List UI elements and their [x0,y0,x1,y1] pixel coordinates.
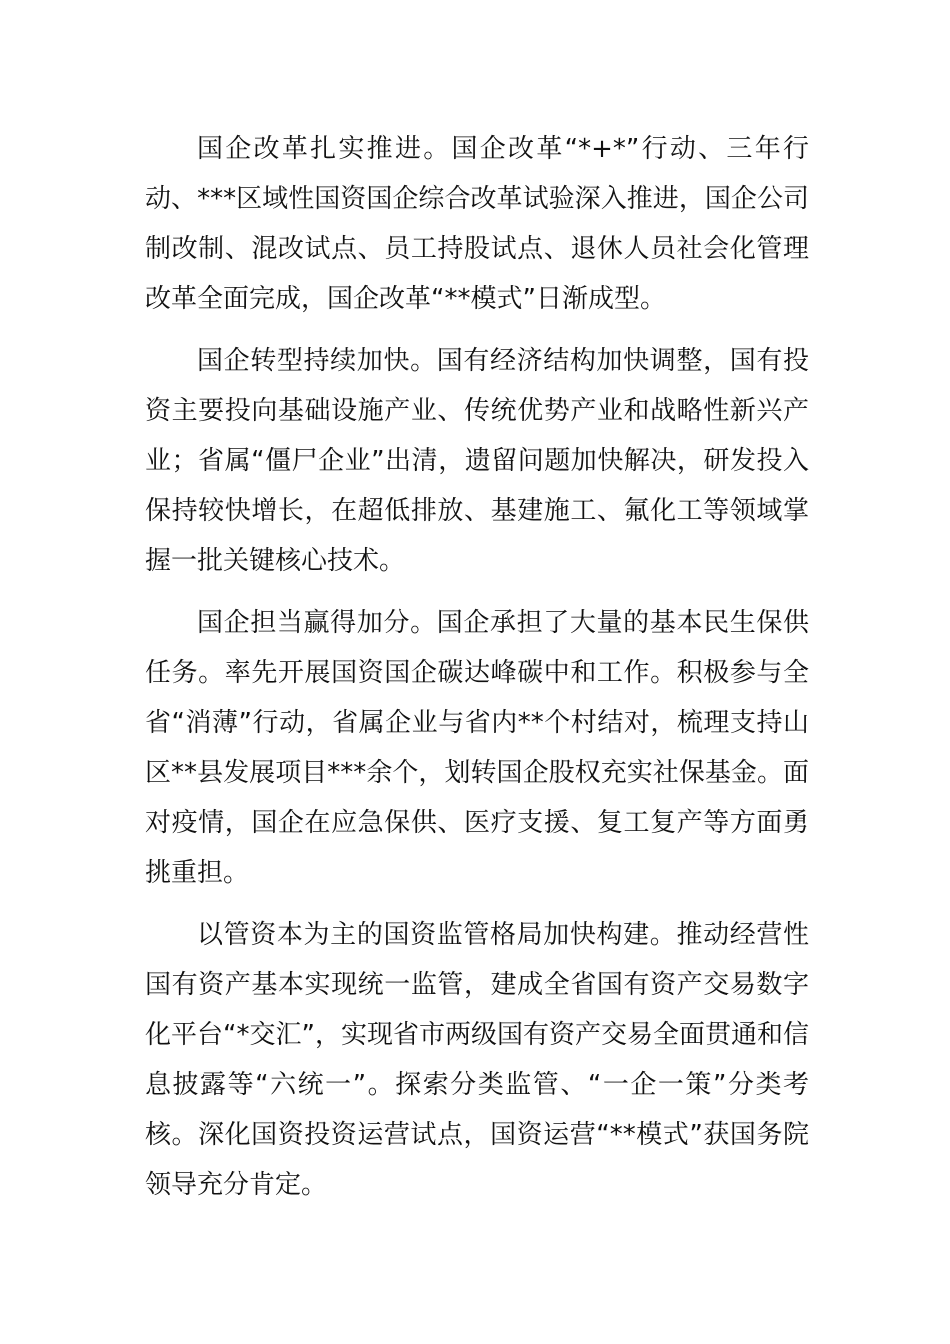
paragraph-soe-reform: 国企改革扎实推进。国企改革“*+*”行动、三年行动、***区域性国资国企综合改革试验深入推进，国企公司制改制、混改试点、员工持股试点、退休人员社会化管理改革全面完成，国企改革“**模式”日渐成型。 [145,134,809,314]
paragraph-soe-transformation: 国企转型持续加快。国有经济结构加快调整，国有投资主要投向基础设施产业、传统优势产业和战略性新兴产业；省属“僵尸企业”出清，遗留问题加快解决，研发投入保持较快增长，在超低排放、基建施工、氟化工等领域掌握一批关键核心技术。 [145,346,809,576]
paragraph-capital-supervision: 以管资本为主的国资监管格局加快构建。推动经营性国有资产基本实现统一监管，建成全省国有资产交易数字化平台“*交汇”，实现省市两级国有资产交易全面贯通和信息披露等“六统一”。探索分类监管、“一企一策”分类考核。深化国资投资运营试点，国资运营“**模式”获国务院领导充分肯定。 [145,920,809,1200]
document-body [145,124,809,1222]
paragraph-soe-responsibility: 国企担当赢得加分。国企承担了大量的基本民生保供任务。率先开展国资国企碳达峰碳中和工作。积极参与全省“消薄”行动，省属企业与省内**个村结对，梳理支持山区**县发展项目***余个，划转国企股权充实社保基金。面对疫情，国企在应急保供、医疗支援、复工复产等方面勇挑重担。 [145,608,809,888]
